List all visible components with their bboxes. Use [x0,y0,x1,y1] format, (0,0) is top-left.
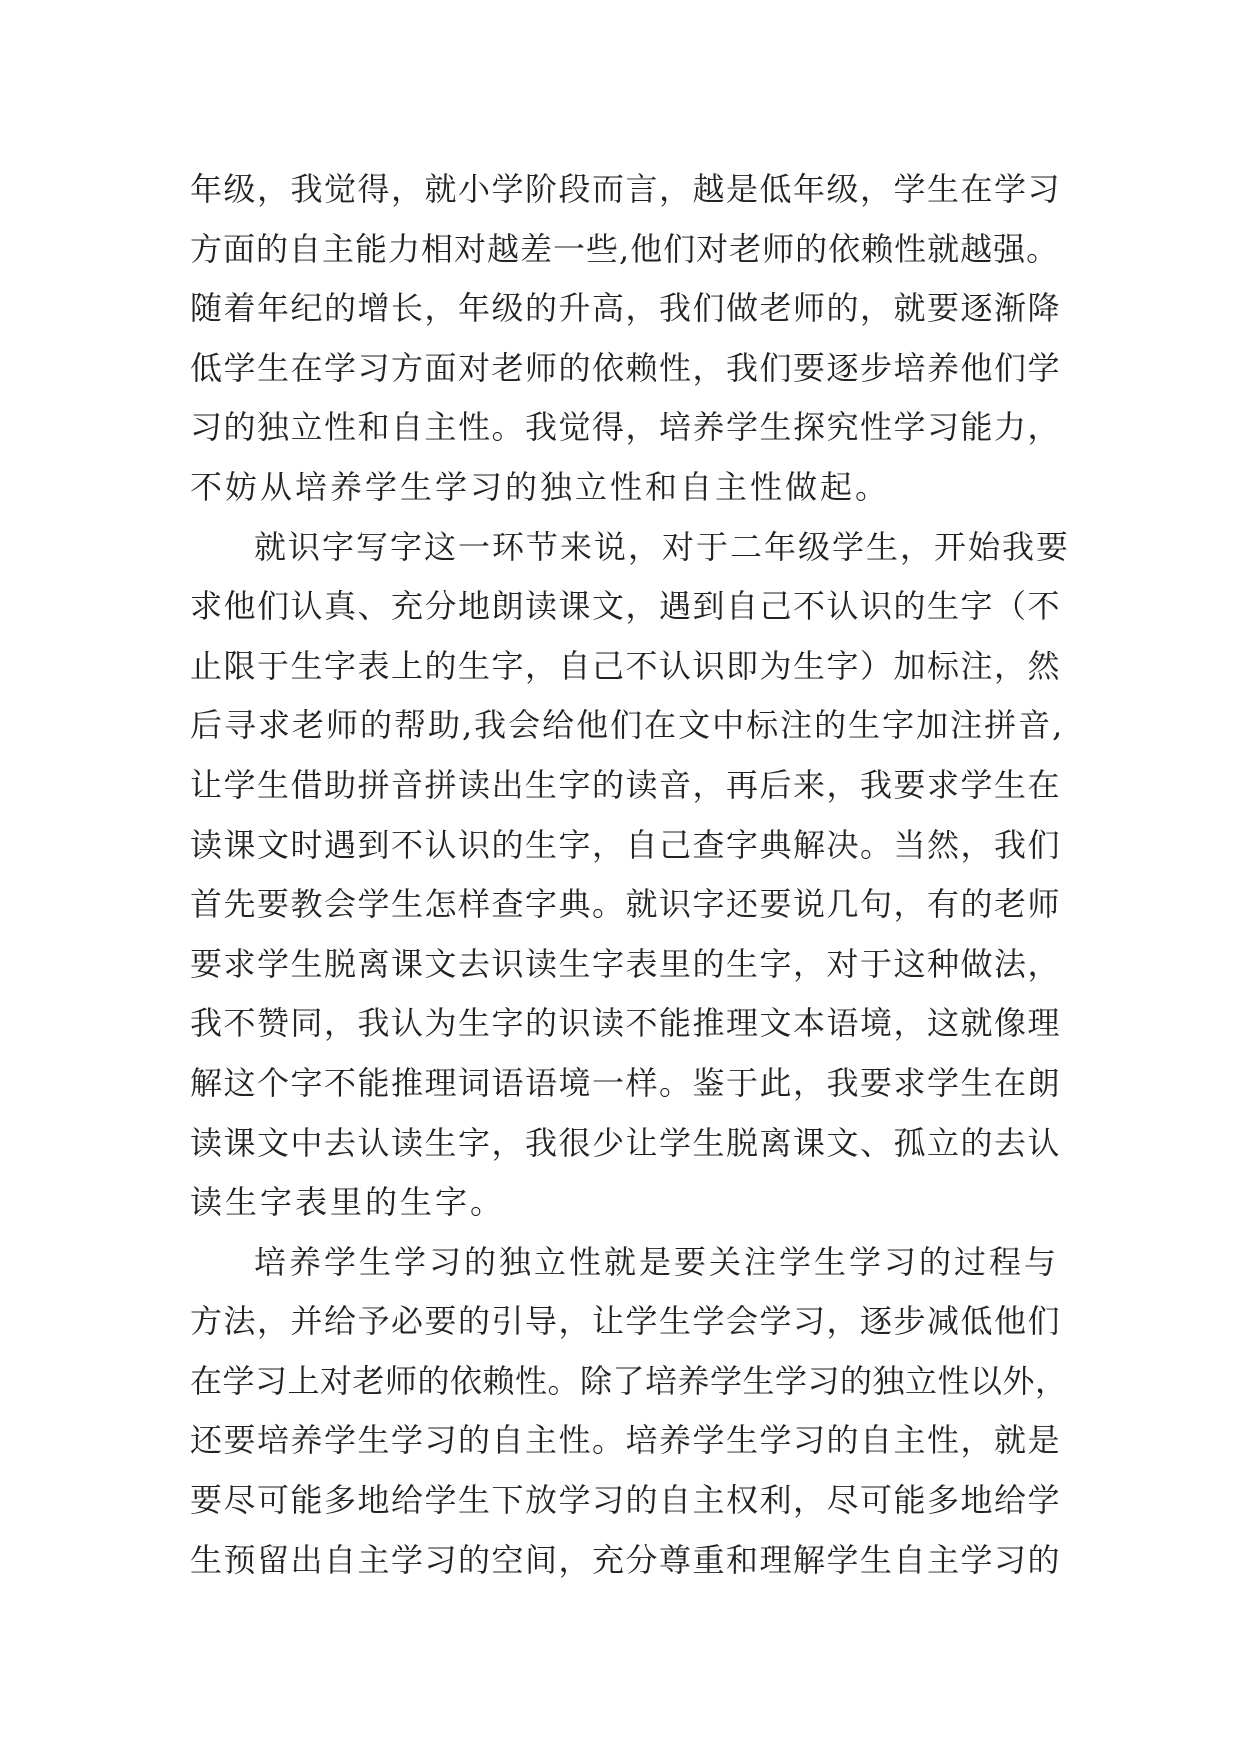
text-line: 就识字写字这一环节来说，对于二年级学生，开始我要 [254,527,1071,566]
text-line: 习的独立性和自主性。我觉得，培养学生探究性学习能力， [190,408,1062,447]
text-line: 不妨从培养学生学习的独立性和自主性做起。 [190,467,891,506]
text-line: 读课文中去认读生字，我很少让学生脱离课文、孤立的去认 [190,1123,1062,1162]
text-line: 首先要教会学生怎样查字典。就识字还要说几句，有的老师 [190,885,1062,924]
text-line: 解这个字不能推理词语语境一样。鉴于此，我要求学生在朗 [190,1063,1062,1102]
text-line: 在学习上对老师的依赖性。除了培养学生学习的独立性以外， [190,1361,1068,1400]
text-line: 要求学生脱离课文去识读生字表里的生字，对于这种做法， [190,944,1062,983]
text-line: 我不赞同，我认为生字的识读不能推理文本语境，这就像理 [190,1004,1062,1043]
text-line: 年级，我觉得，就小学阶段而言，越是低年级，学生在学习 [190,170,1062,208]
text-line: 方面的自主能力相对越差一些,他们对老师的依赖性就越强。 [190,229,1060,268]
text-line: 随着年纪的增长，年级的升高，我们做老师的，就要逐渐降 [190,289,1062,328]
text-line: 生预留出自主学习的空间，充分尊重和理解学生自主学习的 [190,1540,1062,1579]
text-line: 要尽可能多地给学生下放学习的自主权利，尽可能多地给学 [190,1481,1062,1520]
text-line: 求他们认真、充分地朗读课文，遇到自己不认识的生字（不 [190,587,1062,626]
text-line: 读生字表里的生字。 [190,1183,506,1222]
text-line: 读课文时遇到不认识的生字，自己查字典解决。当然，我们 [190,825,1062,864]
body-text [190,160,1070,1590]
text-line: 止限于生字表上的生字，自己不认识即为生字）加标注，然 [190,646,1062,685]
text-line: 低学生在学习方面对老师的依赖性，我们要逐步培养他们学 [190,348,1062,387]
text-line: 让学生借助拼音拼读出生字的读音，再后来，我要求学生在 [190,765,1062,804]
text-line: 培养学生学习的独立性就是要关注学生学习的过程与 [254,1242,1060,1281]
text-line: 还要培养学生学习的自主性。培养学生学习的自主性，就是 [190,1421,1062,1460]
text-line: 方法，并给予必要的引导，让学生学会学习，逐步减低他们 [190,1302,1062,1341]
text-line: 后寻求老师的帮助,我会给他们在文中标注的生字加注拼音, [190,706,1065,745]
